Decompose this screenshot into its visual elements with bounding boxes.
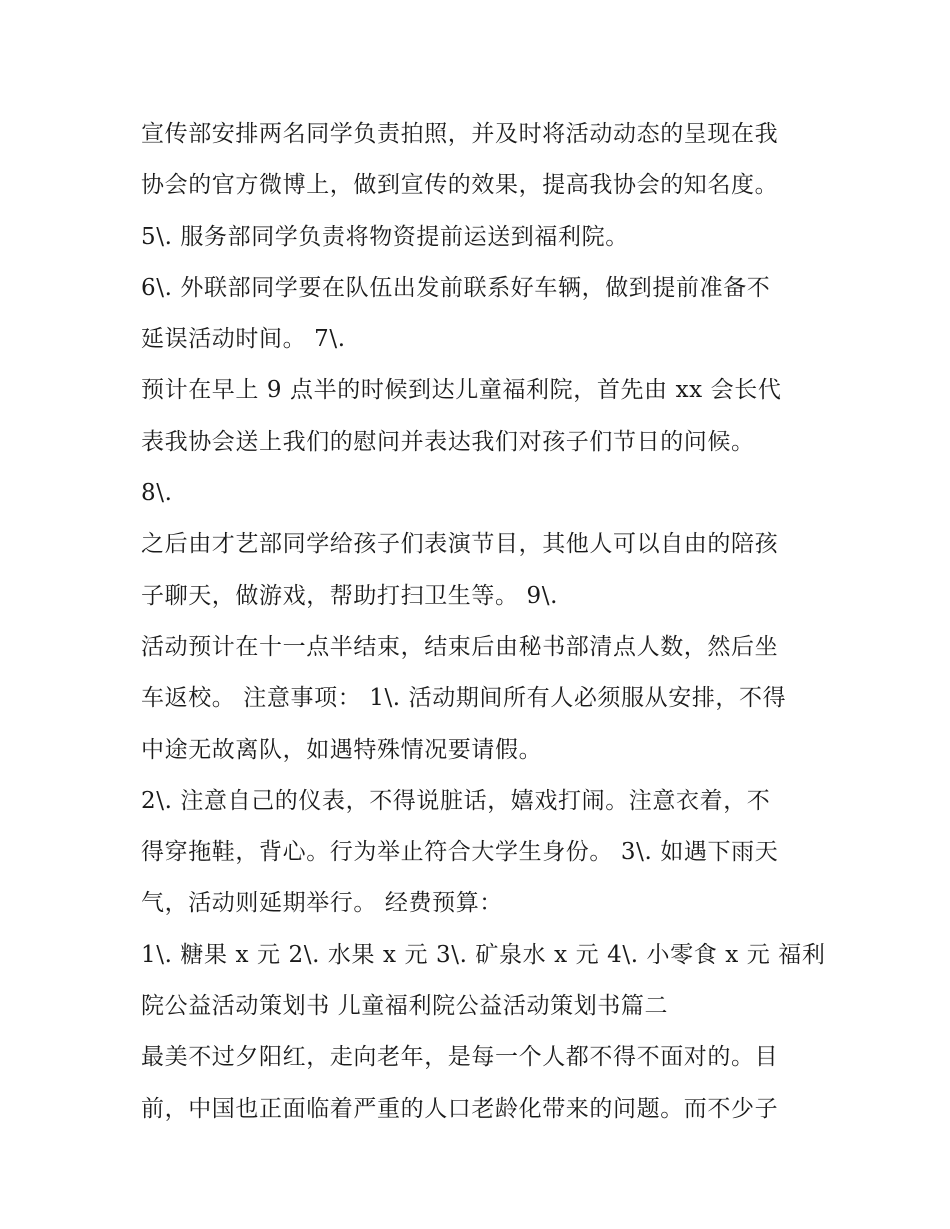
document-body	[141, 109, 826, 1135]
text-line: 中途无故离队，如遇特殊情况要请假。	[141, 736, 543, 763]
text-line: 延误活动时间。 7\.	[141, 326, 346, 353]
text-line: 最美不过夕阳红，走向老年，是每一个人都不得不面对的。目	[141, 1044, 779, 1071]
text-line: 前，中国也正面临着严重的人口老龄化带来的问题。而不少子	[141, 1095, 779, 1122]
text-line: 8\.	[141, 480, 173, 507]
text-line: 宣传部安排两名同学负责拍照，并及时将活动动态的呈现在我	[141, 121, 779, 147]
text-line: 气，活动则延期举行。 经费预算：	[141, 890, 503, 917]
text-line: 1\. 糖果 x 元 2\. 水果 x 元 3\. 矿泉水 x 元 4\. 小零食 x 元 福利	[141, 941, 826, 968]
text-line: 得穿拖鞋，背心。行为举止符合大学生身份。 3\. 如遇下雨天	[141, 839, 779, 866]
text-line: 子聊天，做游戏，帮助打扫卫生等。 9\.	[141, 582, 559, 609]
text-line: 车返校。 注意事项： 1\. 活动期间所有人必须服从安排，不得	[141, 685, 787, 712]
text-line: 之后由才艺部同学给孩子们表演节目，其他人可以自由的陪孩	[141, 531, 779, 558]
text-line: 2\. 注意自己的仪表，不得说脏话，嬉戏打闹。注意衣着，不	[141, 787, 771, 814]
text-line: 表我协会送上我们的慰问并表达我们对孩子们节日的问候。	[141, 428, 755, 455]
text-line: 6\. 外联部同学要在队伍出发前联系好车辆，做到提前准备不	[141, 274, 771, 301]
text-line: 5\. 服务部同学负责将物资提前运送到福利院。	[141, 223, 629, 250]
text-line: 院公益活动策划书 儿童福利院公益活动策划书篇二	[141, 993, 669, 1020]
text-line: 协会的官方微博上，做到宣传的效果，提高我协会的知名度。	[141, 172, 779, 199]
text-line: 预计在早上 9 点半的时候到达儿童福利院，首先由 xx 会长代	[141, 377, 782, 404]
text-line: 活动预计在十一点半结束，结束后由秘书部清点人数，然后坐	[141, 633, 779, 660]
